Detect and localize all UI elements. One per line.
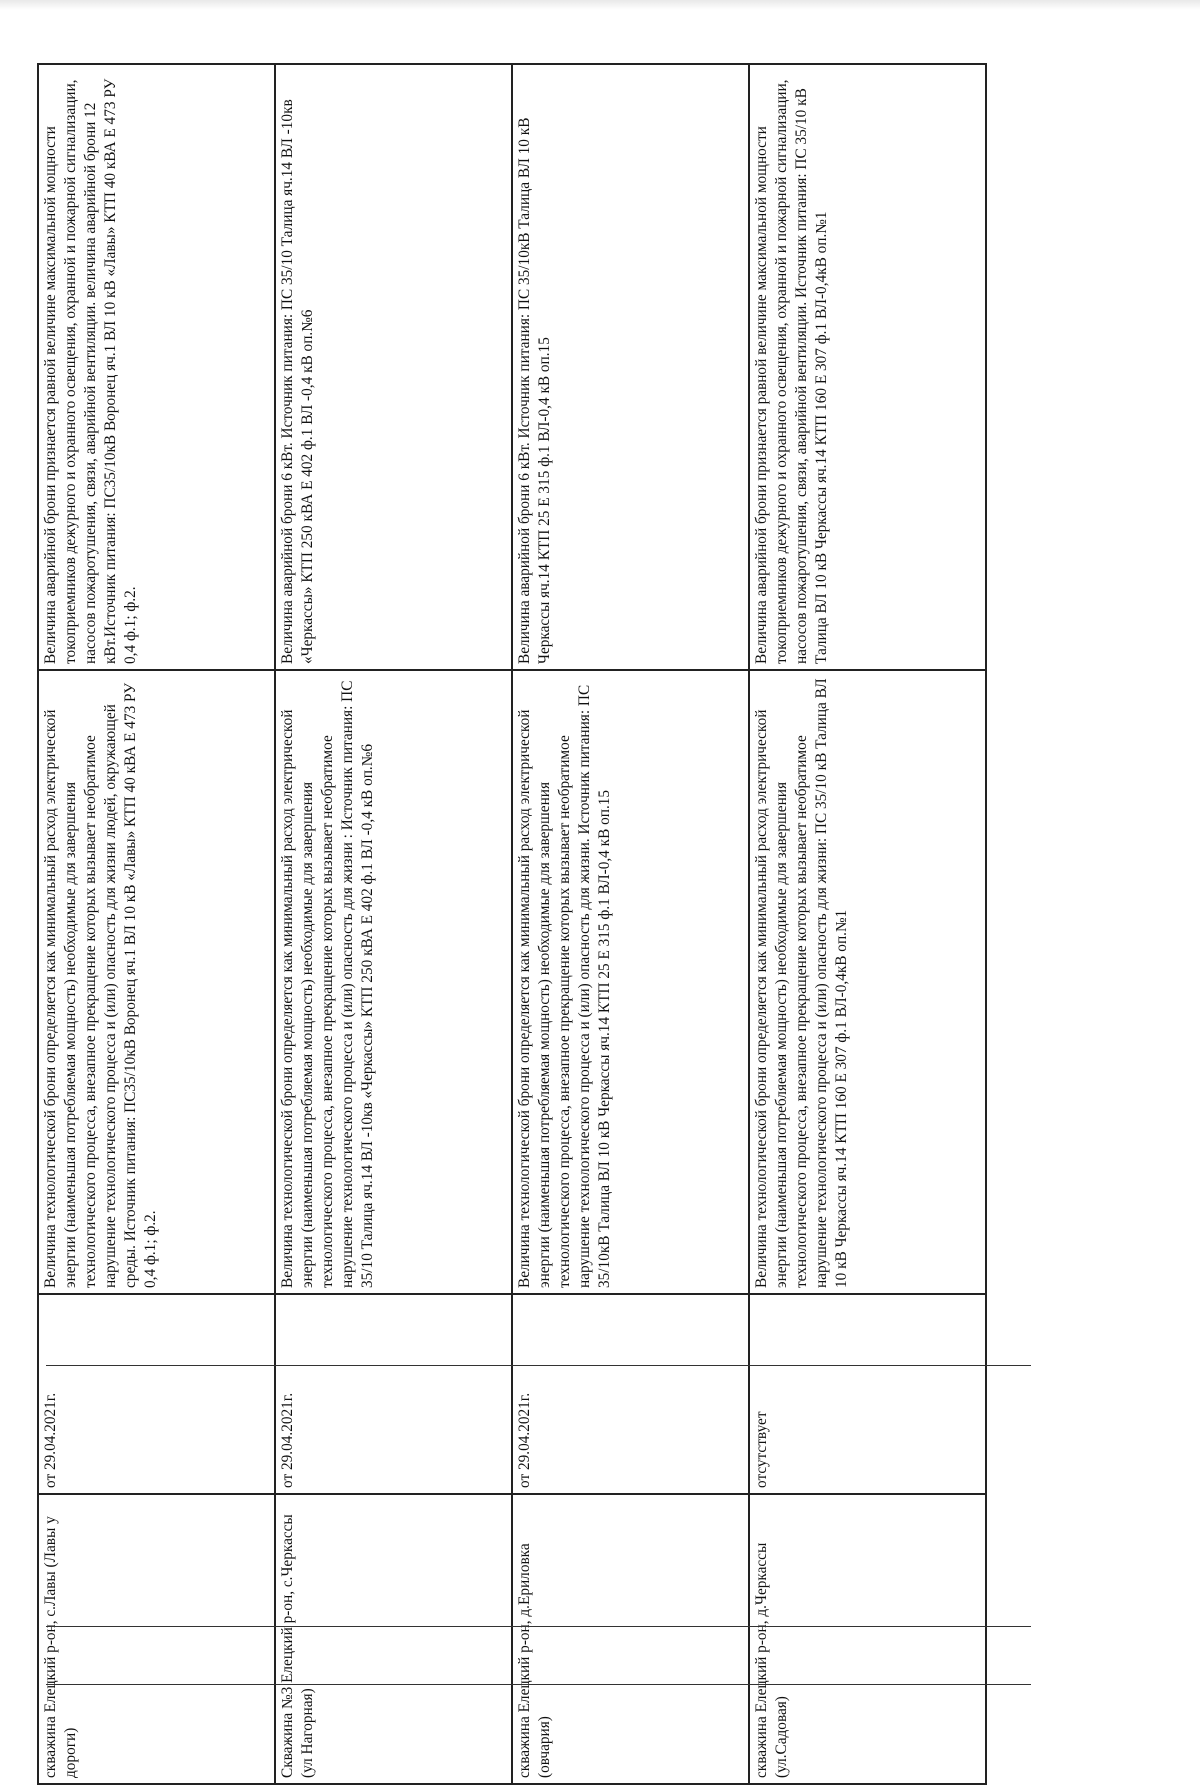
horizontal-rule	[46, 1626, 1031, 1627]
document-cell: отсутствует	[749, 1294, 986, 1494]
object-cell: скважина Елецкий р-он, д.Ериловка (овчария)	[512, 1494, 749, 1784]
technological-reserve-cell: Величина технологической брони определяется как минимальный расход электрической энергии (наименьшая потребляемая мощность) необходимые для завершения технологического процесса, внезапное прекращение которых вызывает необратимое нарушение технологического процесса и (или) опасность для жизни : Источник питания: ПС 35/10 Талица яч.14 ВЛ -10кв «Черкассы» КТП 250 кВА Е 402 ф.1 ВЛ -0,4 кВ оп.№6	[275, 670, 512, 1294]
technological-reserve-cell: Величина технологической брони определяется как минимальный расход электрической энергии (наименьшая потребляемая мощность) необходимые для завершения технологического процесса, внезапное прекращение которых вызывает необратимое нарушение технологического процесса и (или) опасность для жизни. Источник питания: ПС 35/10кВ Талица ВЛ 10 кВ Черкассы яч.14 КТП 25 Е 315 ф.1 ВЛ-0,4 кВ оп.15	[512, 670, 749, 1294]
document-cell: от 29.04.2021г.	[512, 1294, 749, 1494]
emergency-reserve-cell: Величина аварийной брони признается равной величине максимальной мощности токоприемников дежурного и охранного освещения, охранной и пожарной сигнализации, насосов пожаротушения, связи, аварийной вентиляции. величина аварийной брони 12 кВт.Источник питания: ПС35/10кВ Воронец яч.1 ВЛ 10 кВ «Лавы» КТП 40 кВА Е 473 РУ 0,4 ф.1; ф.2.	[38, 64, 275, 670]
emergency-reserve-cell: Величина аварийной брони признается равной величине максимальной мощности токоприемников дежурного и охранного освещения, охранной и пожарной сигнализации, насосов пожаротушения, связи, аварийной вентиляции. Источник питания: ПС 35/10 кВ Талица ВЛ 10 кВ Черкассы яч.14 КТП 160 Е 307 ф.1 ВЛ-0,4кВ оп.№1	[749, 64, 986, 670]
horizontal-rule	[46, 1365, 1031, 1366]
rotated-table-block	[37, 65, 987, 1785]
object-cell: Скважина №3 Елецкий р-он, с.Черкассы (ул Нагорная)	[275, 1494, 512, 1784]
document-cell: от 29.04.2021г.	[275, 1294, 512, 1494]
horizontal-rule	[46, 1684, 1031, 1685]
scan-top-edge	[0, 0, 1200, 10]
technological-reserve-cell: Величина технологической брони определяется как минимальный расход электрической энергии (наименьшая потребляемая мощность) необходимые для завершения технологического процесса, внезапное прекращение которых вызывает необратимое нарушение технологического процесса и (или) опасность для жизни: ПС 35/10 кВ Талица ВЛ 10 кВ Черкассы яч.14 КТП 160 Е 307 ф.1 ВЛ-0,4кВ оп.№1	[749, 670, 986, 1294]
table-row	[275, 64, 512, 1784]
table-row	[512, 64, 749, 1784]
table-row	[749, 64, 986, 1784]
object-cell: скважина Елецкий р-он, д.Черкассы (ул.Садовая)	[749, 1494, 986, 1784]
reservation-table	[37, 63, 987, 1785]
technological-reserve-cell: Величина технологической брони определяется как минимальный расход электрической энергии (наименьшая потребляемая мощность) необходимые для завершения технологического процесса, внезапное прекращение которых вызывает необратимое нарушение технологического процесса и (или) опасность для жизни людей, окружающей среды. Источник питания: ПС35/10кВ Воронец яч.1 ВЛ 10 кВ «Лавы» КТП 40 кВА Е 473 РУ 0,4 ф.1; ф.2.	[38, 670, 275, 1294]
document-cell: от 29.04.2021г.	[38, 1294, 275, 1494]
emergency-reserve-cell: Величина аварийной брони 6 кВт. Источник питания: ПС 35/10 Талица яч.14 ВЛ -10кв «Черкассы» КТП 250 кВА Е 402 ф.1 ВЛ -0,4 кВ оп.№6	[275, 64, 512, 670]
emergency-reserve-cell: Величина аварийной брони 6 кВт. Источник питания: ПС 35/10кВ Талица ВЛ 10 кВ Черкассы яч.14 КТП 25 Е 315 ф.1 ВЛ-0,4 кВ оп.15	[512, 64, 749, 670]
table-row	[38, 64, 275, 1784]
object-cell: скважина Елецкий р-он, с.Лавы (Лавы у дороги)	[38, 1494, 275, 1784]
